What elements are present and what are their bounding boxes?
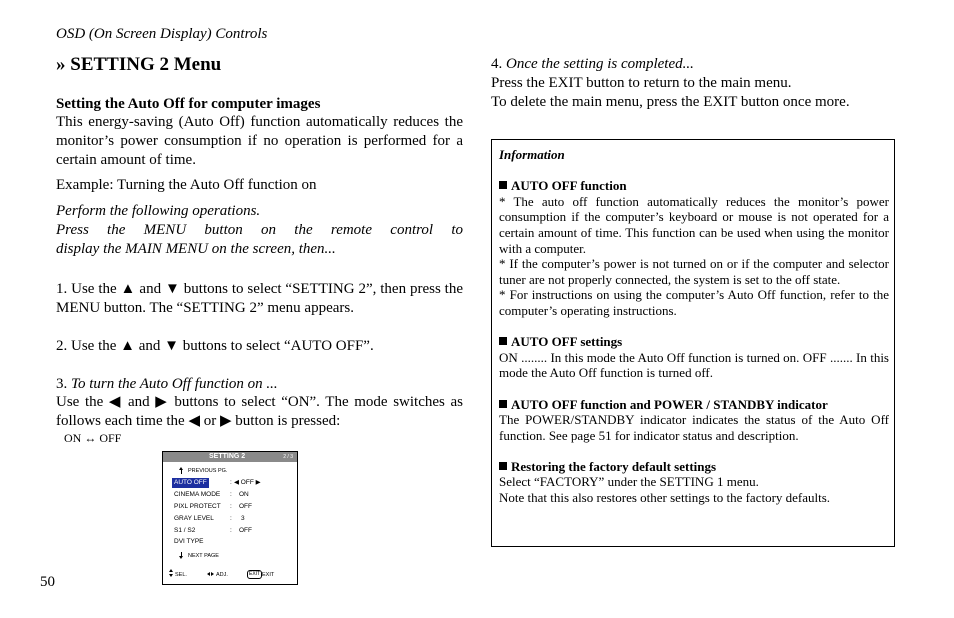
osd-page-indicator: 2 / 3: [283, 454, 293, 460]
osd-row-colon: :: [230, 479, 232, 486]
osd-title: SETTING 2: [209, 453, 246, 460]
step-3-number: 3.: [56, 376, 71, 392]
press-line: display the MAIN MENU on the screen, then...: [56, 241, 336, 257]
step-1-line: MENU button. The “SETTING 2” menu appears.: [56, 300, 354, 316]
osd-row-value: ◀ OFF ▶: [234, 479, 261, 486]
osd-footer-exit: EXIT: [262, 572, 275, 578]
step-1: [56, 280, 463, 318]
factory-title: Restoring the factory default settings: [499, 459, 889, 475]
indicator-title: AUTO OFF function and POWER / STANDBY indicator: [499, 397, 889, 413]
step-2: 2. Use the ▲ and ▼ buttons to select “AUTO OFF”.: [56, 338, 374, 354]
osd-row-label: PIXL PROTECT: [174, 503, 221, 510]
step-4-number: 4.: [491, 56, 506, 72]
osd-row-label: GRAY LEVEL: [174, 515, 214, 522]
step-4-line: Press the EXIT button to return to the main menu.: [491, 75, 792, 91]
osd-next-page: NEXT PAGE: [188, 553, 219, 559]
factory-text: Select “FACTORY” under the SETTING 1 menu.: [499, 474, 759, 490]
osd-row-colon: :: [230, 527, 232, 534]
osd-screen-illustration: [162, 451, 298, 585]
osd-row-value: ON: [239, 491, 249, 498]
auto-off-settings-text: ON ........ In this mode the Auto Off function is turned on. OFF ....... In this mode the Auto Off function is turned off.: [499, 349, 889, 381]
osd-row-colon: :: [230, 491, 232, 498]
information-content: [499, 147, 889, 506]
osd-row-label: AUTO OFF: [174, 479, 207, 486]
step-3-heading: [56, 375, 278, 394]
square-bullet-icon: [499, 400, 507, 408]
osd-row-value: 3: [241, 515, 245, 522]
page-title: » SETTING 2 Menu: [56, 54, 222, 75]
step-1-line: 1. Use the ▲ and ▼ buttons to select “SETTING 2”, then press the: [56, 281, 463, 297]
osd-row-value: OFF: [239, 527, 252, 534]
example-text: Example: Turning the Auto Off function on: [56, 177, 317, 193]
step-4-paragraph: [491, 74, 850, 112]
auto-off-function-title: AUTO OFF function: [499, 178, 889, 194]
osd-row-value: OFF: [239, 503, 252, 510]
step-3-title: To turn the Auto Off function on ...: [71, 376, 278, 392]
section-header: OSD (On Screen Display) Controls: [56, 26, 268, 42]
auto-off-heading: Setting the Auto Off for computer images: [56, 96, 321, 112]
adjust-left-arrow-icon: [207, 572, 210, 576]
auto-off-function-text: * If the computer’s power is not turned on or if the computer and selector tuner are not properly connected, the system is set to the off state.: [499, 256, 889, 287]
osd-row-colon: :: [230, 503, 232, 510]
previous-page-arrow-stem: [181, 470, 182, 474]
indicator-text: The POWER/STANDBY indicator indicates the status of the Auto Off function. See page 51 for indicator status and description.: [499, 412, 889, 443]
information-heading: Information: [499, 147, 565, 162]
osd-row-label: S1 / S2: [174, 527, 196, 534]
step-4-heading: [491, 55, 694, 74]
step-4-line: To delete the main menu, press the EXIT button once more.: [491, 94, 850, 110]
osd-row-label: DVI TYPE: [174, 538, 204, 545]
press-line: Press the MENU button on the remote control to: [56, 222, 463, 238]
factory-text: Note that this also restores other settings to the factory defaults.: [499, 490, 831, 506]
intro-paragraph: [56, 113, 463, 170]
auto-off-function-text: * For instructions on using the computer’s Auto Off function, refer to the computer’s operating instructions.: [499, 287, 889, 318]
toggle-sequence: ON ↔ OFF: [64, 431, 122, 445]
auto-off-function-text: * The auto off function automatically reduces the monitor’s power consumption if the computer’s keyboard or mouse is not operated for a certain amount of time. This function can be used when using the monitor with a computer.: [499, 193, 889, 256]
page-number: 50: [40, 574, 55, 590]
step-3-line: follows each time the ◀ or ▶ button is pressed:: [56, 413, 341, 429]
step-3-paragraph: [56, 393, 463, 431]
osd-footer-sel: SEL.: [175, 572, 187, 578]
intro-line: This energy-saving (Auto Off) function automatically reduces the: [56, 114, 463, 130]
square-bullet-icon: [499, 462, 507, 470]
intro-line: monitor’s power consumption if no operation is performed for a: [56, 133, 463, 149]
osd-previous-page: PREVIOUS PG.: [188, 468, 228, 474]
step-3-line: Use the ◀ and ▶ buttons to select “ON”. The mode switches as: [56, 394, 463, 410]
osd-title-bar: [163, 452, 297, 462]
square-bullet-icon: [499, 181, 507, 189]
press-paragraph: [56, 221, 463, 259]
adjust-right-arrow-icon: [211, 572, 214, 576]
step-4-title: Once the setting is completed...: [506, 56, 694, 72]
select-down-arrow-icon: [169, 574, 173, 577]
osd-row-label: CINEMA MODE: [174, 491, 221, 498]
square-bullet-icon: [499, 337, 507, 345]
select-up-arrow-icon: [169, 569, 173, 572]
osd-row-colon: :: [230, 515, 232, 522]
auto-off-settings-title: AUTO OFF settings: [499, 334, 889, 350]
intro-line: certain amount of time.: [56, 152, 196, 168]
next-page-arrow-icon: [179, 556, 183, 559]
osd-footer-adj: ADJ.: [216, 572, 228, 578]
exit-key-icon: EXIT: [249, 571, 261, 577]
perform-text: Perform the following operations.: [56, 203, 261, 219]
information-box: [491, 139, 895, 547]
